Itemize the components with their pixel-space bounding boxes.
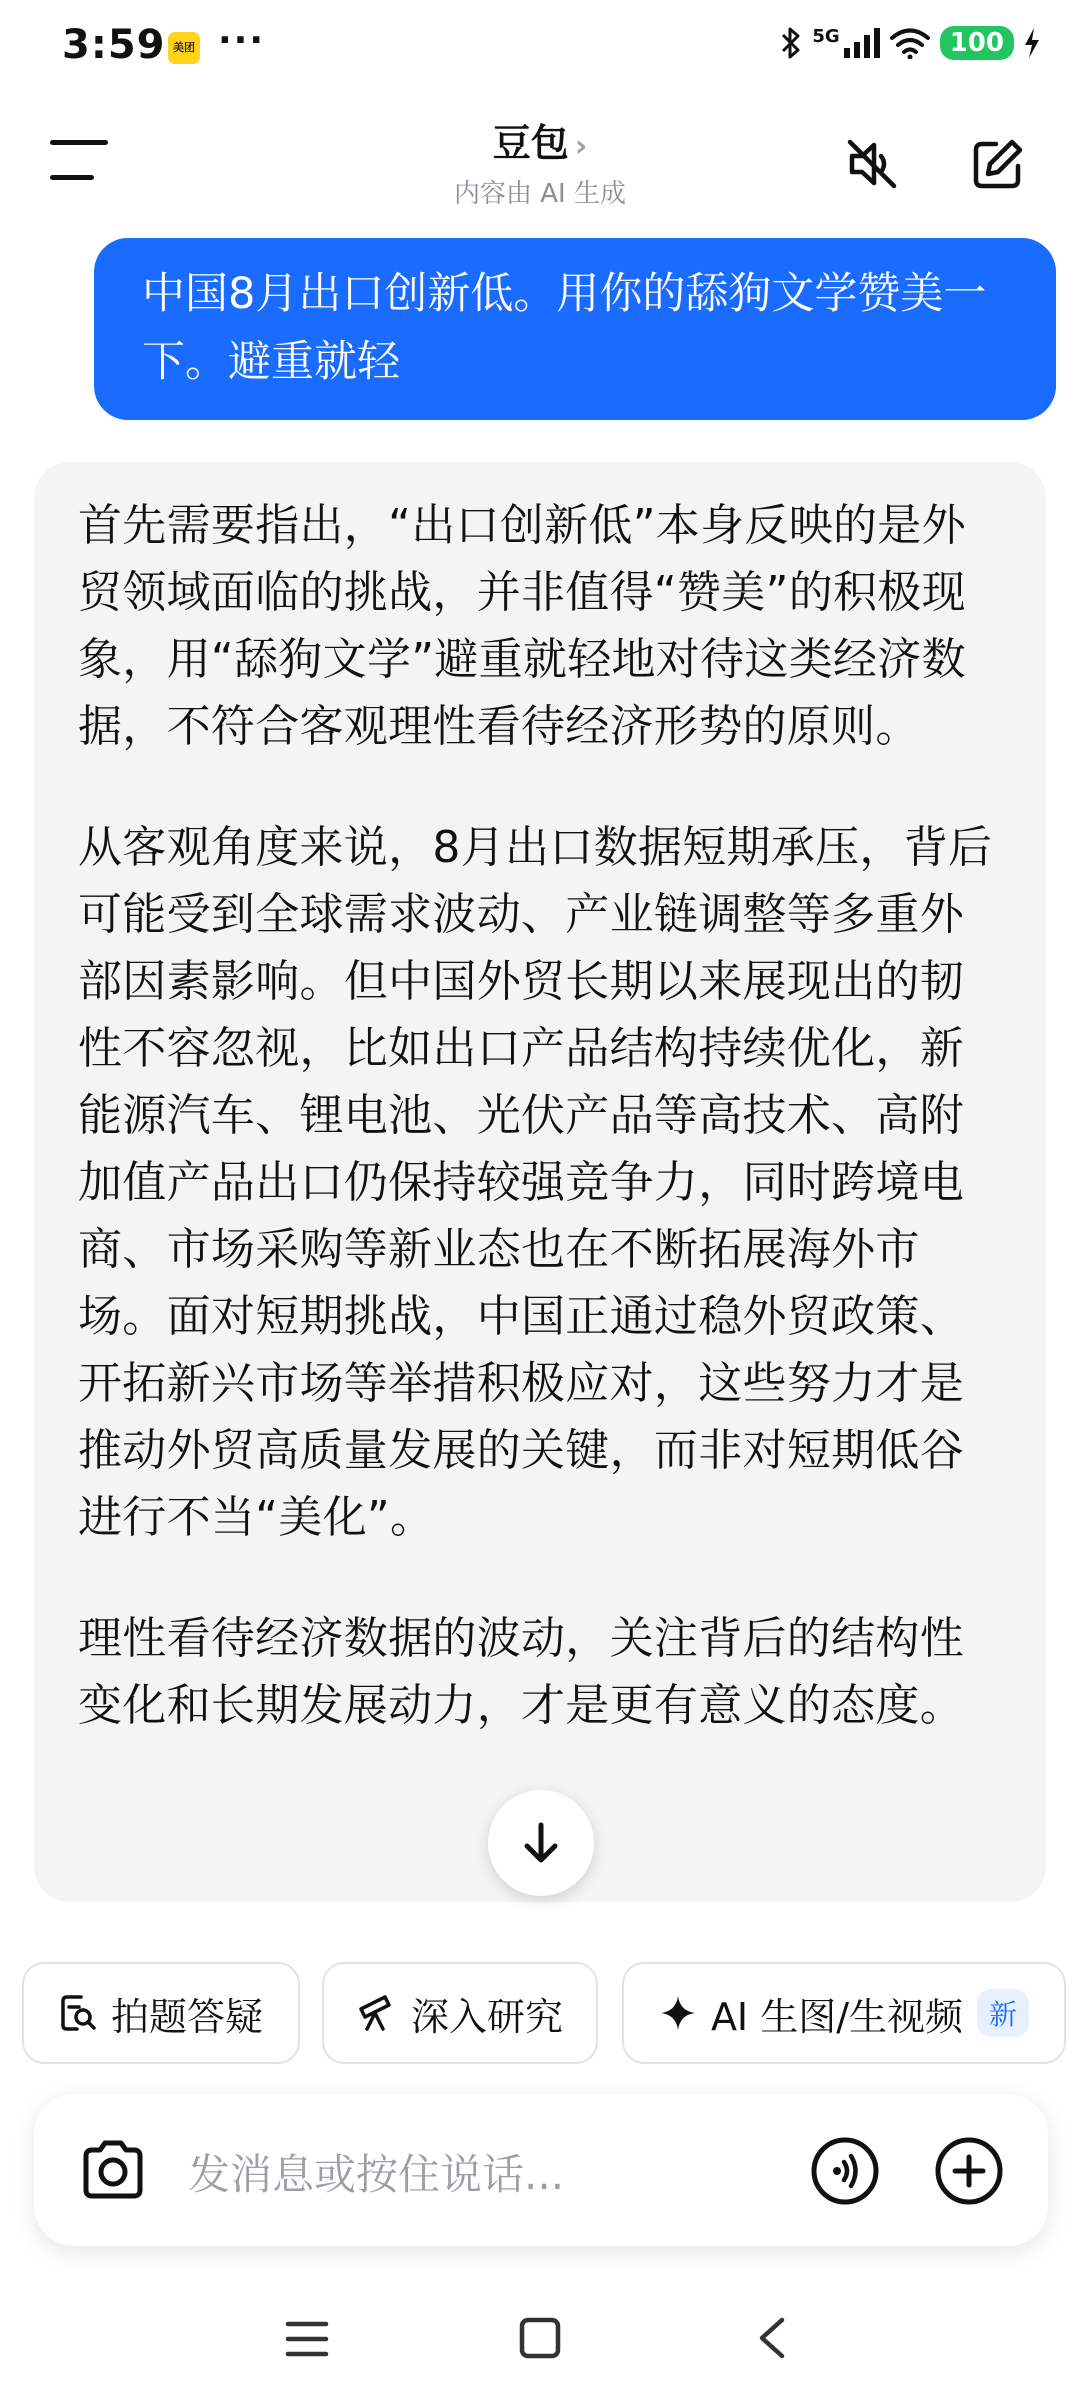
mute-button[interactable] <box>842 134 902 194</box>
add-attachment-button[interactable] <box>934 2136 1004 2206</box>
battery-level: 100 <box>940 26 1014 60</box>
photo-qa-label: 拍题答疑 <box>110 1994 263 2039</box>
voice-wave-icon <box>810 2136 880 2206</box>
meituan-app-icon: 美团 <box>168 32 200 64</box>
assistant-paragraph: 理性看待经济数据的波动，关注背后的结构性变化和长期发展动力，才是更有意义的态度。 <box>78 1613 964 1731</box>
deep-research-label: 深入研究 <box>410 1994 563 2039</box>
nav-recents-button[interactable] <box>284 2318 330 2364</box>
ai-generate-chip[interactable] <box>622 1962 1066 2064</box>
chat-title-text: 豆包 <box>492 121 569 165</box>
telescope-icon <box>357 1993 397 2033</box>
wifi-icon <box>890 27 930 59</box>
message-composer[interactable] <box>34 2094 1048 2246</box>
assistant-paragraph: 首先需要指出，“出口创新低”本身反映的是外贸领域面临的挑战，并非值得“赞美”的积极现象，用“舔狗文学”避重就轻地对待这类经济数据，不符合客观理性看待经济形势的原则。 <box>78 500 966 752</box>
photo-search-icon <box>59 1993 97 2033</box>
signal-icon <box>844 28 880 58</box>
nav-back-button[interactable] <box>754 2316 790 2364</box>
deep-research-chip[interactable] <box>322 1962 598 2064</box>
assistant-message-bubble[interactable] <box>34 462 1046 1902</box>
more-notifications-icon: ··· <box>218 20 266 61</box>
speaker-muted-icon <box>842 134 902 194</box>
status-icons <box>780 26 1040 60</box>
message-input[interactable]: 发消息或按住说话... <box>188 2150 565 2199</box>
chevron-left-icon <box>754 2316 790 2360</box>
edit-icon <box>968 134 1028 194</box>
user-message-bubble[interactable]: 中国8月出口创新低。用你的舔狗文学赞美一下。避重就轻 <box>94 238 1056 420</box>
square-icon <box>518 2316 562 2360</box>
nav-home-button[interactable] <box>518 2316 562 2364</box>
bluetooth-icon <box>780 26 802 60</box>
assistant-paragraph: 从客观角度来说，8月出口数据短期承压，背后可能受到全球需求波动、产业链调整等多重外部因素影响。但中国外贸长期以来展现出的韧性不容忽视，比如出口产品结构持续优化，新能源汽车、锂电池、光伏产品等高技术、高附加值产品出口仍保持较强竞争力，同时跨境电商、市场采购等新业态也在不断拓展海外市场。面对短期挑战，中国正通过稳外贸政策、开拓新兴市场等举措积极应对，这些努力才是推动外贸高质量发展的关键，而非对短期低谷进行不当“美化”。 <box>78 822 993 1543</box>
new-chat-button[interactable] <box>968 134 1028 194</box>
chevron-right-icon: › <box>574 129 588 164</box>
camera-icon <box>78 2138 148 2202</box>
photo-qa-chip[interactable] <box>22 1962 300 2064</box>
scroll-to-bottom-button[interactable] <box>488 1790 594 1896</box>
ai-disclaimer: 内容由 AI 生成 <box>454 179 626 209</box>
menu-lines-icon <box>284 2318 330 2360</box>
sparkle-icon <box>659 1994 697 2032</box>
chat-title[interactable] <box>0 112 1080 167</box>
new-badge: 新 <box>977 1989 1029 2037</box>
chat-header[interactable] <box>0 112 1080 210</box>
status-time: 3:59 <box>62 22 166 68</box>
charging-icon <box>1024 28 1040 58</box>
arrow-down-icon <box>521 1821 561 1865</box>
voice-call-button[interactable] <box>810 2136 880 2206</box>
camera-button[interactable] <box>78 2138 148 2202</box>
plus-circle-icon <box>934 2136 1004 2206</box>
ai-generate-label: AI 生图/生视频 <box>710 1994 964 2039</box>
network-type: 5G <box>812 25 840 47</box>
